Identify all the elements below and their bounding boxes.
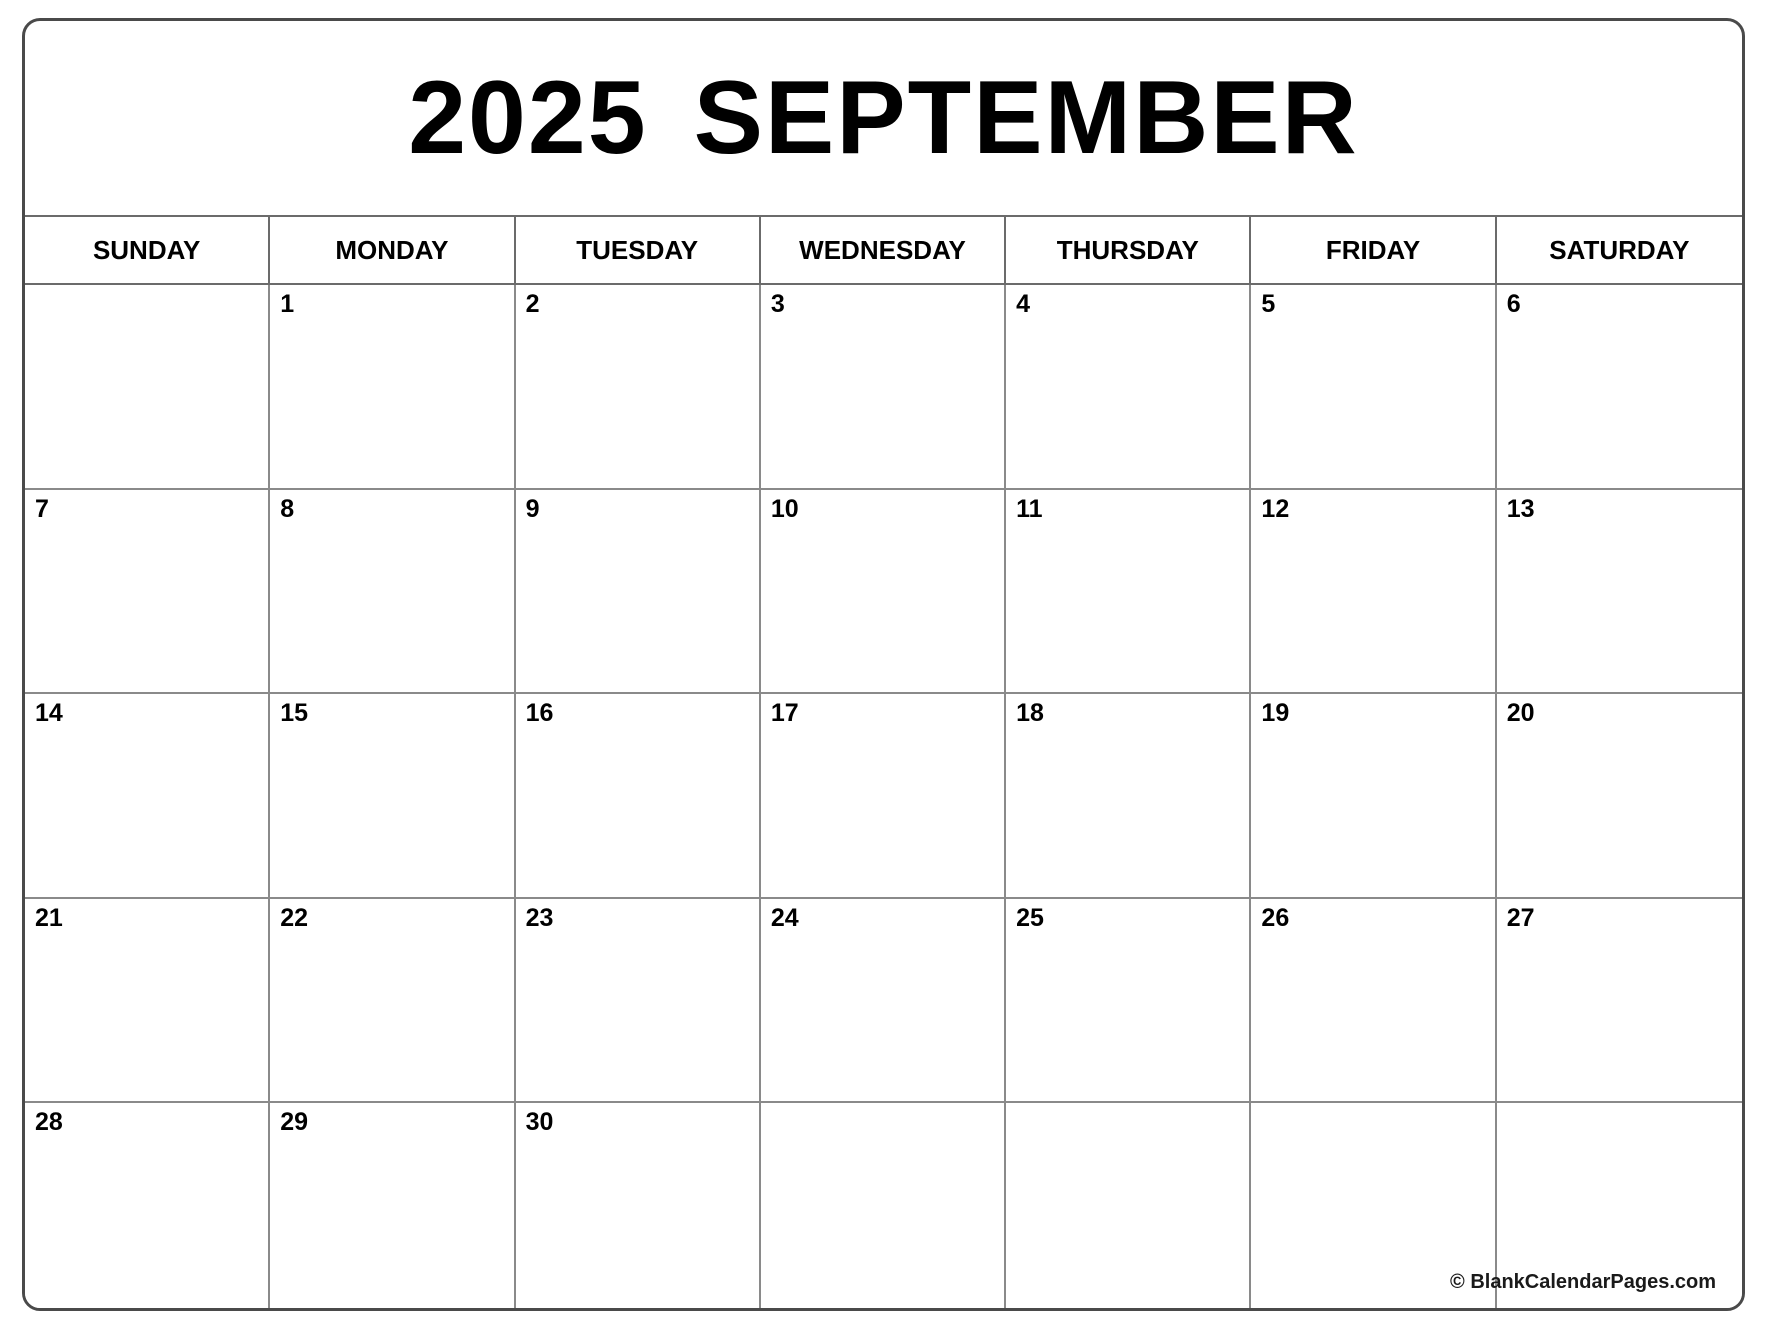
weekday-header-saturday: SATURDAY	[1549, 234, 1690, 265]
day-number: 4	[1016, 290, 1031, 318]
day-number: 27	[1506, 903, 1535, 932]
day-number: 23	[525, 903, 554, 932]
page-title	[408, 60, 1359, 176]
monthly-calendar	[22, 18, 1745, 1311]
day-number: 22	[280, 903, 309, 932]
day-number: 15	[280, 699, 309, 728]
title-month: SEPTEMBER	[693, 60, 1359, 176]
day-cell[interactable]	[516, 490, 761, 695]
day-cell[interactable]	[1006, 899, 1251, 1104]
day-cell[interactable]	[270, 1103, 515, 1308]
day-cell[interactable]	[270, 285, 515, 490]
day-number: 28	[35, 1108, 63, 1137]
day-number: 5	[1261, 290, 1276, 318]
day-cell[interactable]	[25, 694, 270, 899]
day-cell[interactable]	[1251, 285, 1496, 490]
day-cell[interactable]	[1006, 285, 1251, 490]
day-cell[interactable]	[516, 285, 761, 490]
title-year: 2025	[408, 60, 648, 176]
day-cell[interactable]	[25, 285, 270, 490]
day-cell[interactable]	[516, 1103, 761, 1308]
calendar-day-grid	[25, 285, 1742, 1308]
weekday-header-row	[25, 217, 1742, 285]
weekday-header-tuesday: TUESDAY	[516, 217, 761, 283]
day-number: 13	[1506, 494, 1535, 523]
day-number: 25	[1016, 903, 1044, 932]
day-cell[interactable]	[516, 899, 761, 1104]
day-cell[interactable]	[761, 490, 1006, 695]
day-number: 1	[280, 290, 295, 318]
day-number: 7	[35, 494, 49, 523]
day-cell[interactable]	[1251, 490, 1496, 695]
day-cell[interactable]	[1006, 490, 1251, 695]
day-number: 17	[770, 699, 799, 728]
day-number: 30	[525, 1108, 554, 1137]
day-cell[interactable]	[516, 694, 761, 899]
day-cell[interactable]	[761, 694, 1006, 899]
weekday-header-sunday: SUNDAY	[25, 217, 270, 283]
day-cell[interactable]	[270, 899, 515, 1104]
weekday-header-wednesday: WEDNESDAY	[761, 217, 1006, 283]
day-number: 2	[525, 290, 540, 318]
day-number: 12	[1261, 494, 1290, 523]
day-number: 10	[770, 494, 799, 523]
day-number: 20	[1506, 699, 1535, 728]
day-cell[interactable]	[1251, 694, 1496, 899]
day-cell[interactable]	[1497, 490, 1742, 695]
calendar-title-bar	[25, 21, 1742, 217]
day-cell[interactable]	[761, 899, 1006, 1104]
day-cell[interactable]	[761, 285, 1006, 490]
day-number: 14	[35, 699, 63, 728]
day-number: 24	[770, 903, 799, 932]
day-number: 3	[770, 290, 785, 318]
day-number: 19	[1261, 699, 1290, 728]
day-cell[interactable]	[25, 899, 270, 1104]
weekday-header-thursday: THURSDAY	[1006, 217, 1251, 283]
day-number: 26	[1261, 903, 1290, 932]
day-cell[interactable]	[1497, 899, 1742, 1104]
day-number: 21	[35, 903, 63, 932]
day-number: 6	[1506, 290, 1521, 318]
day-number: 8	[280, 494, 295, 523]
day-number: 11	[1016, 494, 1043, 523]
day-cell[interactable]	[25, 490, 270, 695]
day-cell[interactable]	[1497, 694, 1742, 899]
copyright-credit: © BlankCalendarPages.com	[1450, 1271, 1716, 1293]
day-number: 18	[1016, 699, 1044, 728]
day-number: 29	[280, 1108, 309, 1137]
day-cell[interactable]	[1497, 285, 1742, 490]
day-cell[interactable]	[270, 490, 515, 695]
weekday-header-friday: FRIDAY	[1251, 217, 1496, 283]
day-cell[interactable]	[1006, 694, 1251, 899]
day-cell[interactable]	[1251, 899, 1496, 1104]
day-cell[interactable]	[25, 1103, 270, 1308]
day-cell[interactable]	[1006, 1103, 1251, 1308]
day-cell[interactable]	[270, 694, 515, 899]
weekday-header-monday: MONDAY	[270, 217, 515, 283]
day-number: 16	[525, 699, 554, 728]
day-cell[interactable]	[761, 1103, 1006, 1308]
day-number: 9	[525, 494, 540, 523]
